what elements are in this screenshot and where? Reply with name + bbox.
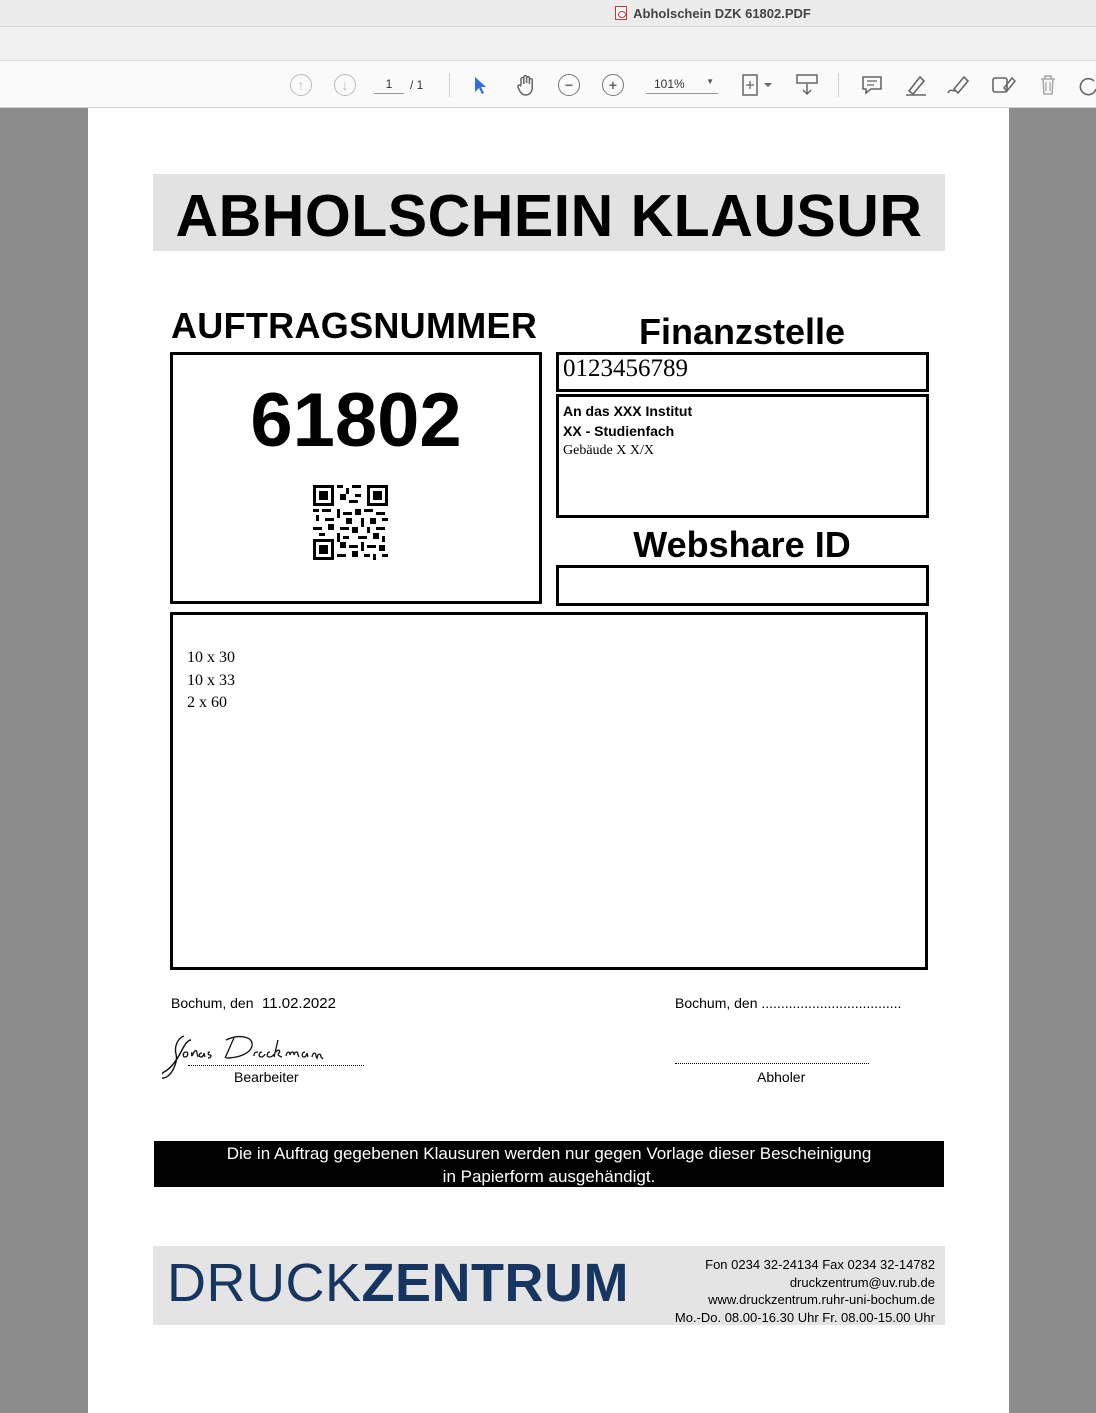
toolbar-divider xyxy=(449,73,450,97)
fit-page-icon[interactable] xyxy=(740,72,774,98)
zoom-in-icon[interactable]: + xyxy=(602,72,624,98)
notice-line-1: Die in Auftrag gegebenen Klausuren werden nur gegen Vorlage dieser Bescheinigung xyxy=(226,1144,872,1163)
pickup-label: Abholer xyxy=(757,1069,806,1085)
window-titlebar xyxy=(0,0,1096,27)
prev-page-icon[interactable]: ↑ xyxy=(290,72,312,98)
rotate-icon[interactable] xyxy=(1078,72,1096,98)
page-number-input[interactable]: 1 xyxy=(374,72,404,98)
finance-value: 0123456789 xyxy=(563,355,688,382)
toolbar-divider xyxy=(838,73,839,97)
highlight-icon[interactable] xyxy=(903,72,929,98)
items-box xyxy=(170,612,928,970)
zoom-out-icon[interactable]: − xyxy=(558,72,580,98)
zoom-value: 101% xyxy=(654,76,685,91)
clerk-label: Bearbeiter xyxy=(234,1069,299,1085)
page-total: / 1 xyxy=(410,78,424,92)
address-line-3: Gebäude X X/X xyxy=(563,443,654,458)
clerk-signature-line xyxy=(188,1065,364,1066)
list-item: 10 x 30 xyxy=(187,649,235,666)
notice-line-2: in Papierform ausgehändigt. xyxy=(442,1167,656,1186)
scroll-mode-icon[interactable] xyxy=(794,72,820,98)
select-arrow-icon[interactable] xyxy=(472,72,488,98)
order-number-label: AUFTRAGSNUMMER xyxy=(171,305,538,346)
pdf-file-icon xyxy=(615,6,627,20)
druckzentrum-logo: DRUCKZENTRUM xyxy=(167,1253,629,1313)
order-number-box xyxy=(170,352,542,604)
fill-sign-icon[interactable] xyxy=(990,72,1018,98)
qr-code-icon xyxy=(313,485,388,560)
right-place-label: Bochum, den .................................... xyxy=(675,995,902,1011)
pickup-signature-line xyxy=(675,1063,869,1064)
comment-icon[interactable] xyxy=(860,72,884,98)
contact-phone: Fon 0234 32-24134 Fax 0234 32-14782 xyxy=(705,1257,935,1272)
hand-icon[interactable] xyxy=(514,72,538,98)
pdf-toolbar xyxy=(0,61,1096,108)
finance-label: Finanzstelle xyxy=(638,311,846,352)
document-heading: ABHOLSCHEIN KLAUSUR xyxy=(175,183,923,249)
order-number: 61802 xyxy=(250,378,462,463)
tab-strip xyxy=(0,27,1096,61)
sign-icon[interactable] xyxy=(946,72,972,98)
address-line-1: An das XXX Institut xyxy=(563,403,693,419)
webshare-box xyxy=(556,565,929,606)
list-item: 10 x 33 xyxy=(187,671,235,689)
pdf-page xyxy=(88,108,1009,1413)
heading-banner xyxy=(153,174,945,251)
list-item: 2 x 60 xyxy=(187,694,227,711)
contact-hours: Mo.-Do. 08.00-16.30 Uhr Fr. 08.00-15.00 Uhr xyxy=(674,1309,935,1325)
next-page-icon[interactable]: ↓ xyxy=(334,72,356,98)
window-title-text: Abholschein DZK 61802.PDF xyxy=(633,5,811,21)
left-date: 11.02.2022 xyxy=(262,995,336,1012)
chevron-down-icon: ▼ xyxy=(706,76,714,86)
address-box xyxy=(556,394,929,518)
zoom-select[interactable] xyxy=(646,72,718,98)
delete-icon[interactable] xyxy=(1037,72,1059,98)
notice-banner xyxy=(154,1141,944,1187)
window-title xyxy=(615,6,811,21)
contact-block xyxy=(675,1256,935,1326)
webshare-label: Webshare ID xyxy=(633,524,851,565)
footer-banner xyxy=(153,1246,945,1325)
contact-email: druckzentrum@uv.rub.de xyxy=(789,1274,935,1290)
address-line-2: XX - Studienfach xyxy=(563,423,675,439)
contact-web: www.druckzentrum.ruhr-uni-bochum.de xyxy=(708,1292,935,1307)
left-place-label: Bochum, den xyxy=(171,995,254,1011)
finance-box xyxy=(556,352,929,392)
